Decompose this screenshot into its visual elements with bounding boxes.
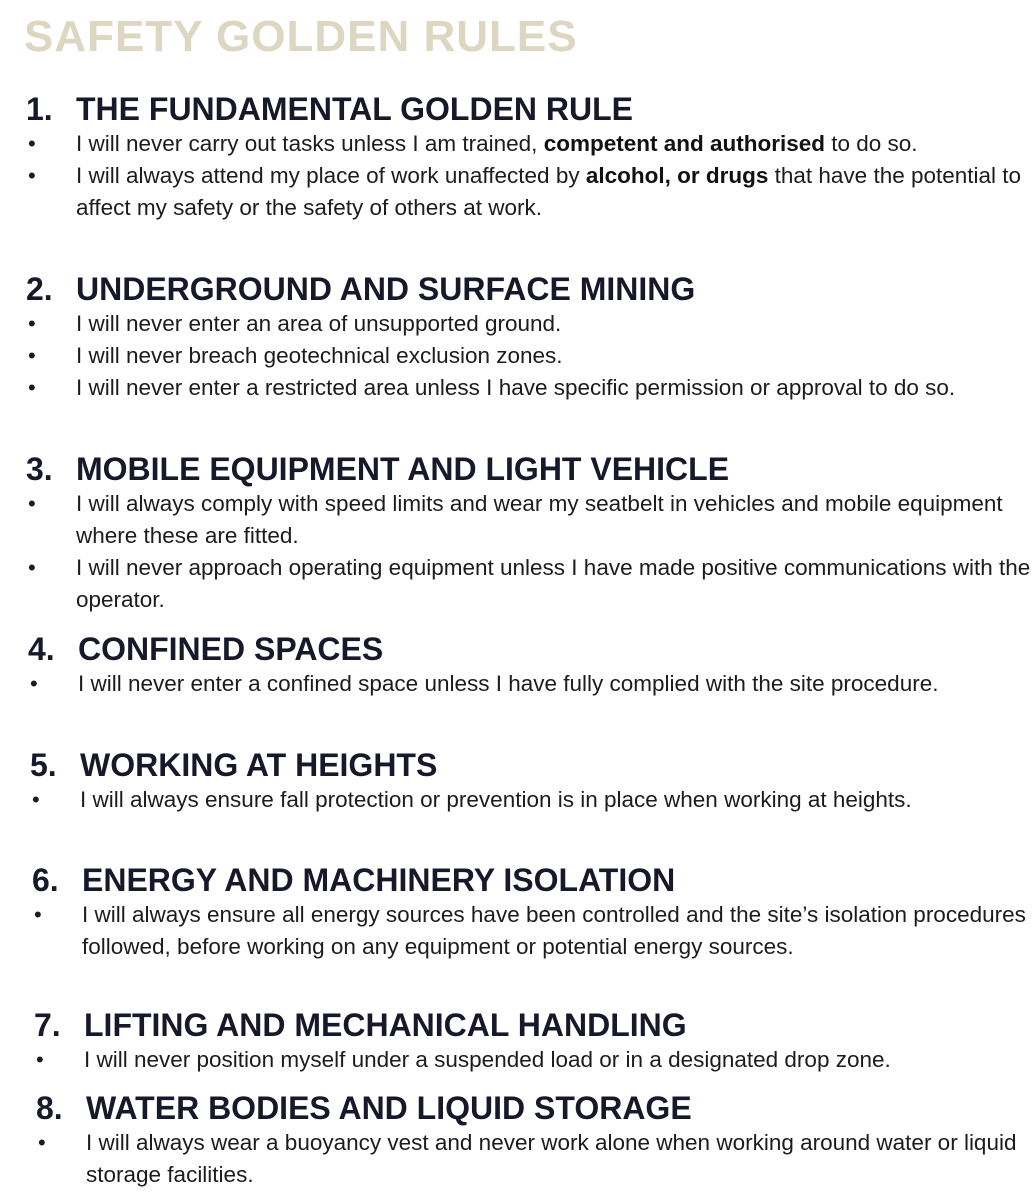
bullet-dot-icon: • — [36, 1047, 44, 1072]
rule-section — [26, 90, 1032, 224]
rule-heading-text: MOBILE EQUIPMENT AND LIGHT VEHICLE — [76, 451, 730, 487]
rule-heading-text: LIFTING AND MECHANICAL HANDLING — [84, 1007, 687, 1043]
bullet-text: I will never position myself under a suspended load or in a designated drop zone. — [84, 1047, 891, 1072]
rule-heading — [30, 746, 1032, 784]
rule-heading — [26, 90, 1032, 128]
rule-heading — [26, 450, 1032, 488]
rule-heading — [36, 1089, 1032, 1127]
rule-bullets — [34, 1044, 1032, 1076]
rule-bullet — [26, 308, 1032, 340]
rule-bullet — [26, 552, 1032, 616]
rule-bullets — [30, 784, 1032, 816]
bullet-text: I will never enter an area of unsupported ground. — [76, 311, 562, 336]
bullet-dot-icon: • — [30, 671, 38, 696]
rule-heading-text: ENERGY AND MACHINERY ISOLATION — [82, 862, 676, 898]
bullet-text: I will always comply with speed limits and wear my seatbelt in vehicles and mobile equipment where these are fitted. — [76, 491, 1003, 548]
bullet-emphasis: competent and authorised — [543, 131, 825, 156]
bullet-text: I will never carry out tasks unless I am trained, — [76, 131, 544, 156]
rule-bullets — [26, 488, 1032, 616]
rule-number: 3. — [26, 451, 53, 487]
bullet-text: I will always ensure all energy sources have been controlled and the site’s isolation procedures followed, before working on any equipment or potential energy sources. — [82, 902, 1026, 959]
bullet-text: to do so. — [824, 131, 918, 156]
rule-section — [26, 270, 1032, 404]
rule-number: 5. — [30, 747, 57, 783]
rule-bullets — [26, 308, 1032, 404]
bullet-dot-icon: • — [28, 555, 36, 580]
bullet-text: I will never breach geotechnical exclusion zones. — [76, 343, 563, 368]
bullet-dot-icon: • — [34, 902, 42, 927]
rule-heading — [32, 861, 1032, 899]
rule-bullet — [26, 372, 1032, 404]
bullet-dot-icon: • — [28, 163, 36, 188]
rule-section — [34, 1006, 1032, 1076]
rule-bullet — [26, 340, 1032, 372]
rule-heading — [26, 270, 1032, 308]
rule-heading — [34, 1006, 1032, 1044]
rule-bullet — [26, 488, 1032, 552]
rule-bullet — [32, 899, 1032, 963]
bullet-dot-icon: • — [28, 131, 36, 156]
rule-number: 8. — [36, 1090, 63, 1126]
rule-bullet — [30, 784, 1032, 816]
bullet-dot-icon: • — [32, 787, 40, 812]
bullet-text: I will always wear a buoyancy vest and never work alone when working around water or liquid storage facilities. — [86, 1130, 1017, 1187]
rule-number: 1. — [26, 91, 53, 127]
bullet-text: I will never enter a confined space unless I have fully complied with the site procedure. — [78, 671, 939, 696]
rule-heading-text: UNDERGROUND AND SURFACE MINING — [76, 271, 696, 307]
rule-number: 6. — [32, 862, 59, 898]
rule-number: 4. — [28, 631, 55, 667]
rule-bullets — [36, 1127, 1032, 1191]
rule-bullet — [36, 1127, 1032, 1191]
rule-section — [30, 746, 1032, 816]
rule-bullet — [26, 128, 1032, 160]
rule-section — [32, 861, 1032, 963]
bullet-dot-icon: • — [38, 1130, 46, 1155]
rule-heading-text: THE FUNDAMENTAL GOLDEN RULE — [76, 91, 634, 127]
rule-heading — [28, 630, 1032, 668]
rule-heading-text: CONFINED SPACES — [78, 631, 384, 667]
rule-bullets — [32, 899, 1032, 963]
rule-bullet — [34, 1044, 1032, 1076]
rule-bullet — [26, 160, 1032, 224]
bullet-emphasis: alcohol, or drugs — [585, 163, 769, 188]
bullet-text: I will never enter a restricted area unless I have specific permission or approval to do so. — [76, 375, 956, 400]
rule-number: 7. — [34, 1007, 61, 1043]
rule-section — [36, 1089, 1032, 1191]
bullet-text: I will never approach operating equipment unless I have made positive communications with the operator. — [76, 555, 1031, 612]
rule-section — [28, 630, 1032, 700]
rule-number: 2. — [26, 271, 53, 307]
bullet-dot-icon: • — [28, 343, 36, 368]
rule-section — [26, 450, 1032, 616]
page-title: SAFETY GOLDEN RULES — [24, 12, 578, 61]
bullet-text: I will always attend my place of work unaffected by — [76, 163, 586, 188]
bullet-dot-icon: • — [28, 491, 36, 516]
rule-heading-text: WORKING AT HEIGHTS — [80, 747, 438, 783]
rule-heading-text: WATER BODIES AND LIQUID STORAGE — [86, 1090, 692, 1126]
rule-bullets — [28, 668, 1032, 700]
bullet-dot-icon: • — [28, 375, 36, 400]
bullet-text: I will always ensure fall protection or prevention is in place when working at heights. — [80, 787, 912, 812]
rule-bullet — [28, 668, 1032, 700]
rule-bullets — [26, 128, 1032, 224]
bullet-text: that have the potential to affect my safety or the safety of others at work. — [76, 163, 1022, 220]
bullet-dot-icon: • — [28, 311, 36, 336]
